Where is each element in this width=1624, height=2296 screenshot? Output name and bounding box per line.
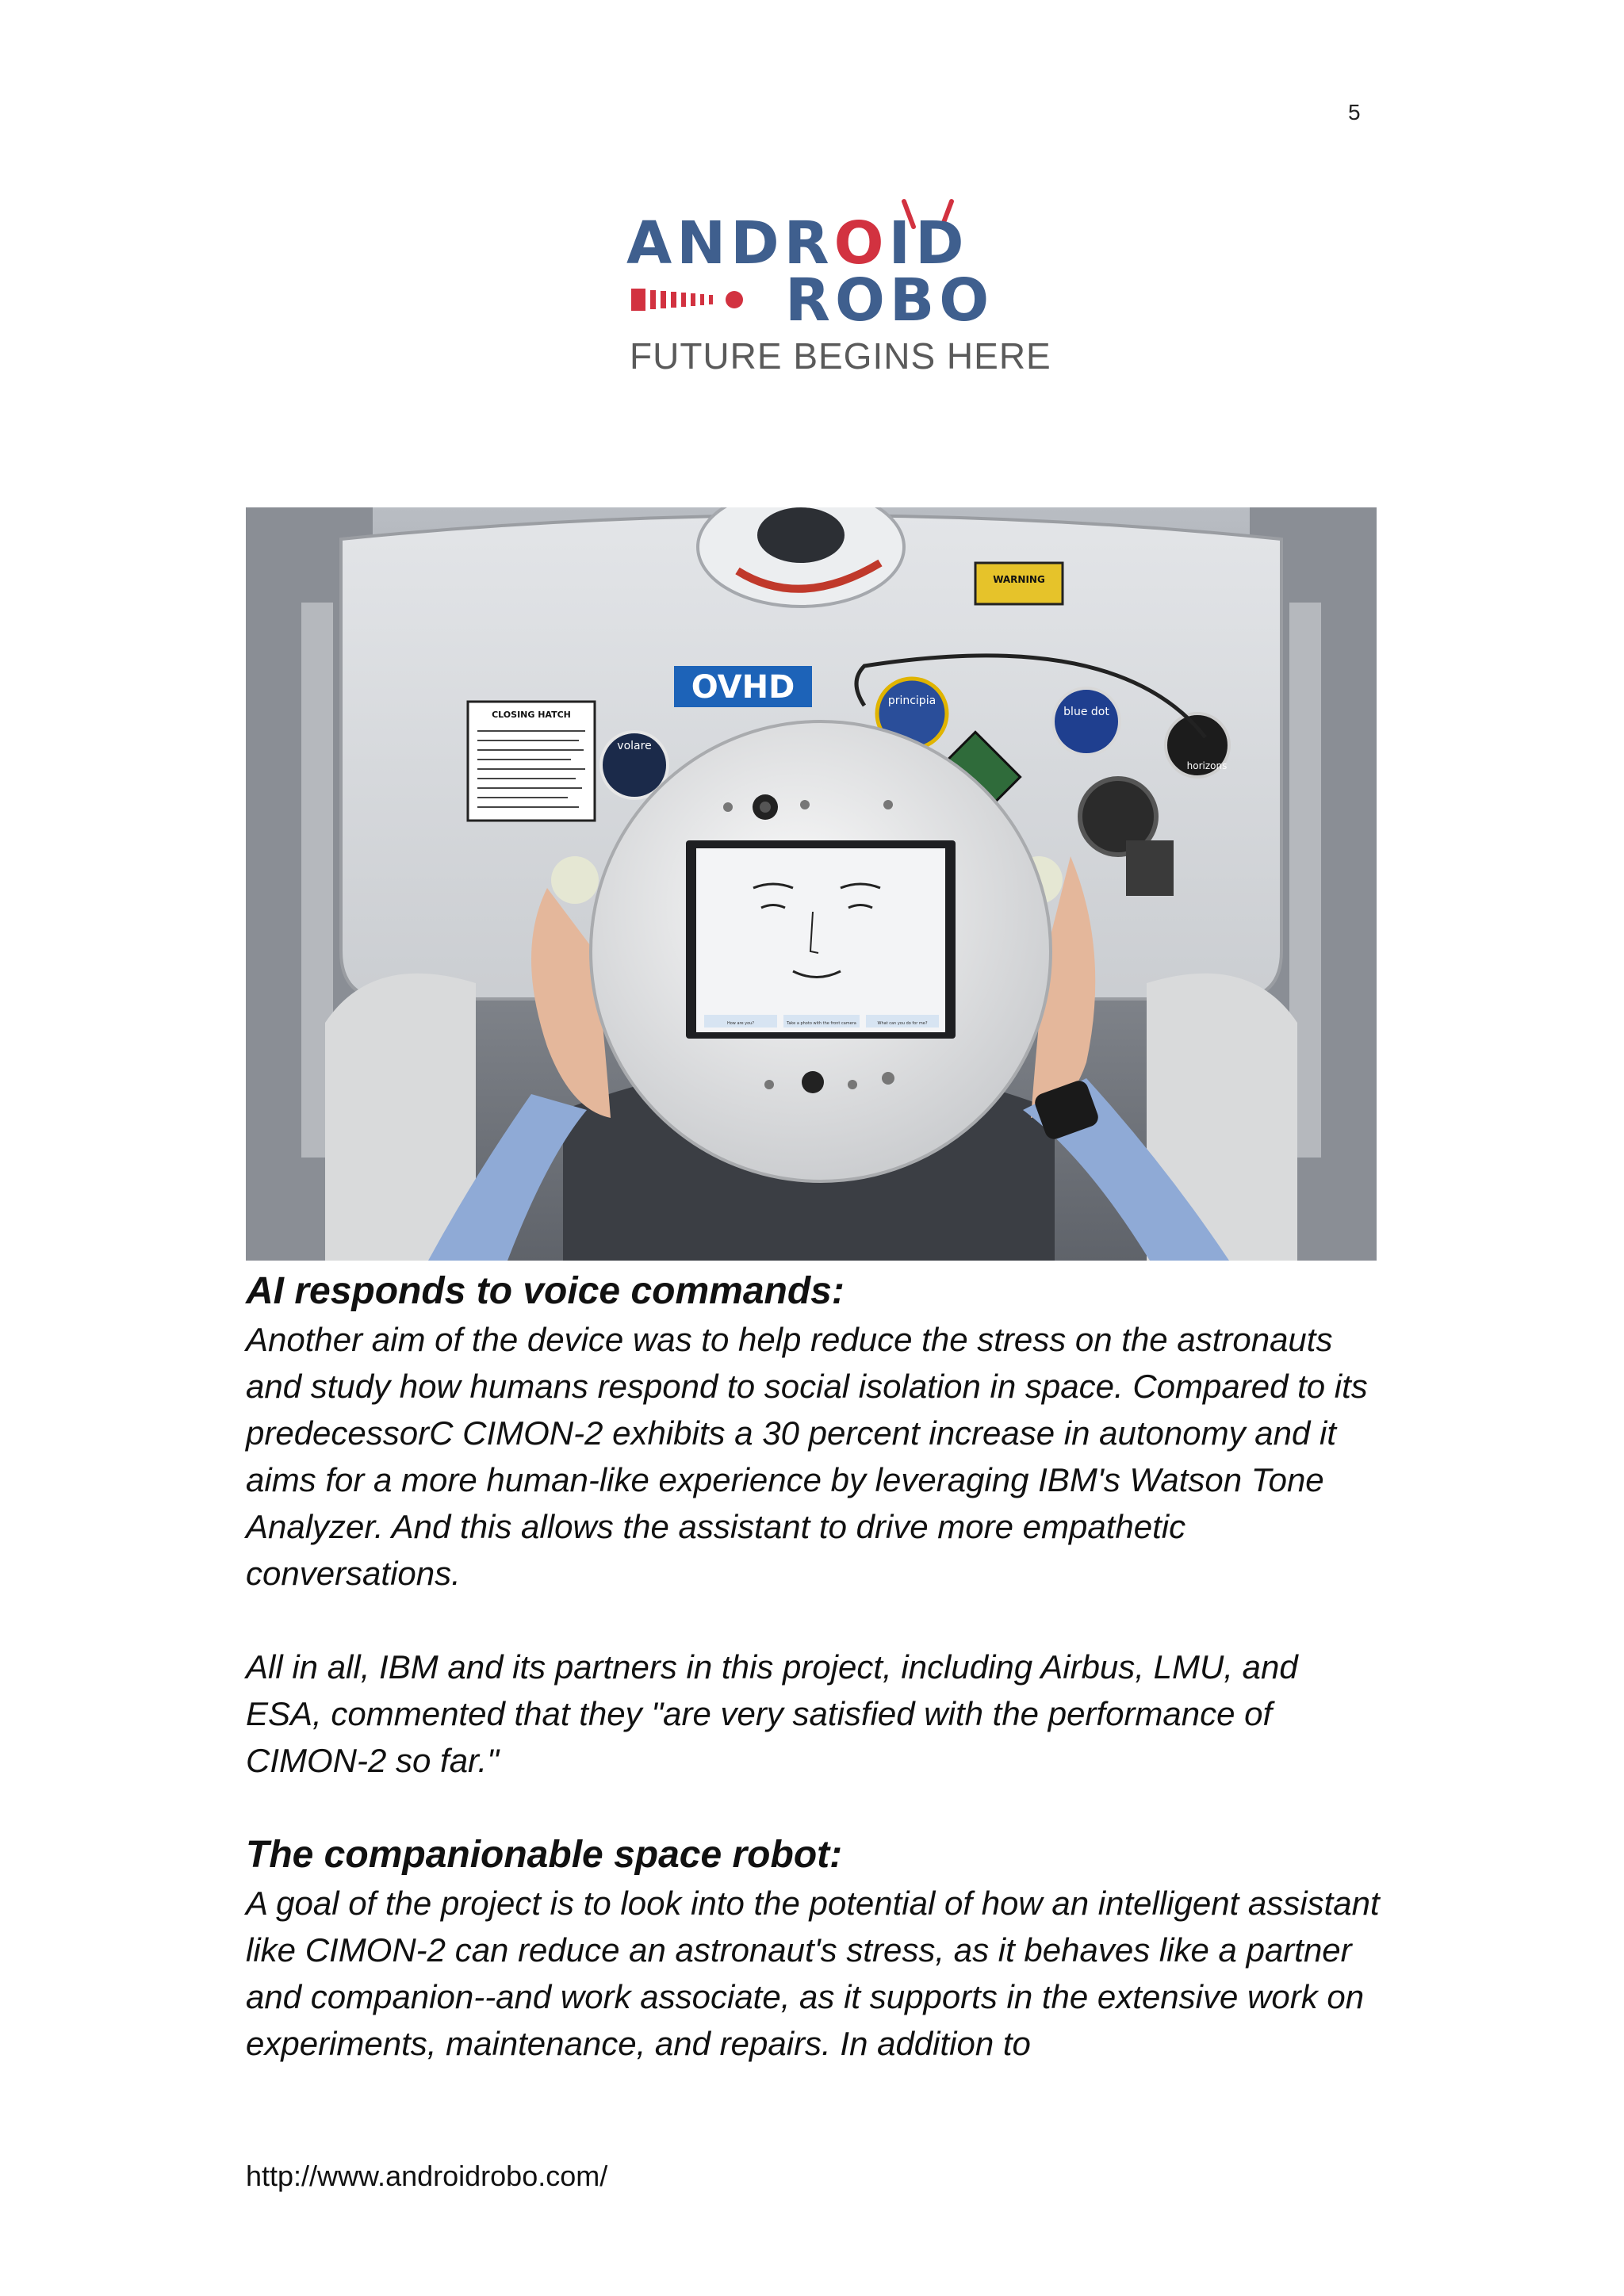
cimon-robot-photo xyxy=(246,507,1377,1261)
section-heading-voice-commands: AI responds to voice commands: xyxy=(246,1270,845,1312)
section-heading-companionable-robot: The companionable space robot: xyxy=(246,1834,843,1876)
screen-button-what-can-you-do: What can you do for me? xyxy=(877,1021,928,1026)
patch-blue-dot: blue dot xyxy=(1063,706,1109,718)
screen-button-take-photo: Take a photo with the front camera xyxy=(787,1021,856,1026)
logo-speed-bars-icon xyxy=(631,284,766,316)
patch-volare: volare xyxy=(617,740,652,752)
ovhd-label: OVHD xyxy=(691,669,795,706)
screen-button-how-are-you: How are you? xyxy=(726,1021,755,1026)
logo-word-robo: ROBO xyxy=(785,266,994,335)
logo-word-android: ANDROID xyxy=(626,209,969,277)
footer-url-link[interactable]: http://www.androidrobo.com/ xyxy=(246,2160,608,2192)
logo-tagline: FUTURE BEGINS HERE xyxy=(630,335,1051,377)
section-paragraph: All in all, IBM and its partners in this project, including Airbus, LMU, and ESA, commented that they "are very satisfied with the performance of CIMON-2 so far." xyxy=(246,1648,1298,1779)
page-number: 5 xyxy=(1348,100,1361,124)
warning-label: WARNING xyxy=(993,574,1045,585)
section-paragraph: A goal of the project is to look into the potential of how an intelligent assistant like CIMON-2 can reduce an astronaut's stress, as it behaves like a partner and companion--and work associate, as it supports in the extensive work on experiments, maintenance, and repairs. In addition to xyxy=(246,1885,1380,2062)
closing-hatch-title: CLOSING HATCH xyxy=(492,710,571,720)
patch-horizons: horizons xyxy=(1186,760,1228,771)
article-body xyxy=(246,1267,1380,2067)
patch-principia: principia xyxy=(887,695,936,707)
section-paragraph: Another aim of the device was to help reduce the stress on the astronauts and study how humans respond to social isolation in space. Compared to its predecessorC CIMON-2 exhibits a 30 percent increase in autonomy and it aims for a more human-like experience by leveraging IBM's Watson Tone Analyzer. And this allows the assistant to drive more empathetic conversations. xyxy=(246,1321,1368,1592)
androidrobo-logo xyxy=(626,198,1051,381)
